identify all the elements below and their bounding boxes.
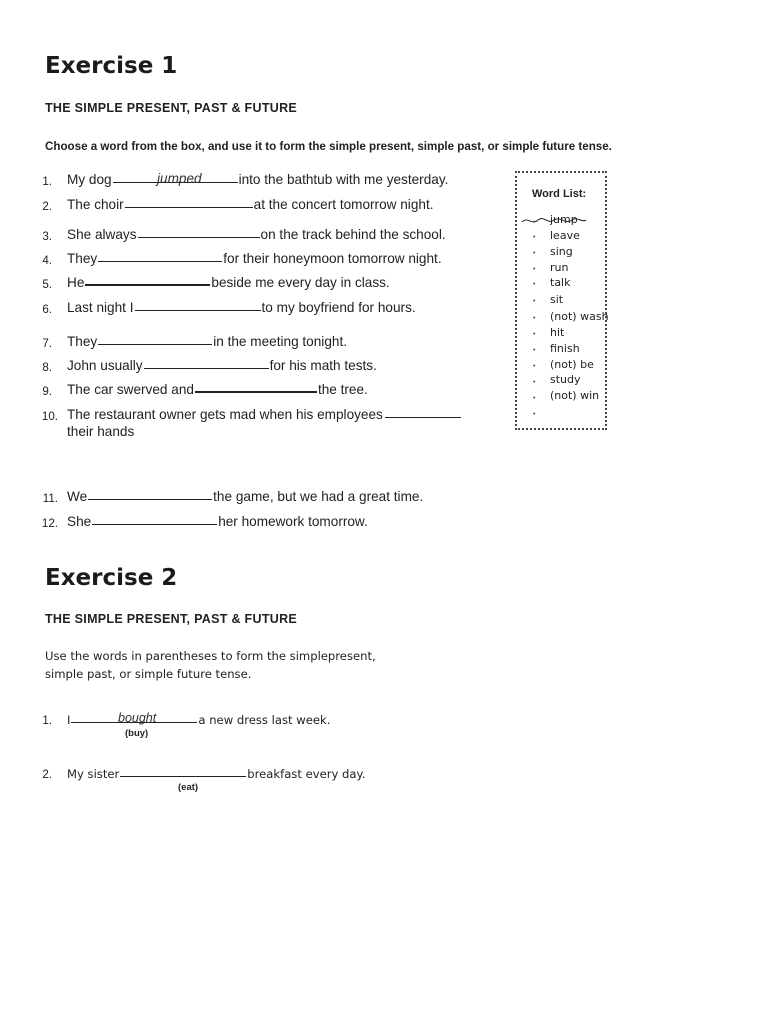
item-number: 1. (42, 714, 52, 727)
sentence-start: The choir (67, 197, 124, 212)
word-list-item: talk (550, 276, 571, 289)
word-list-item: finish (550, 342, 580, 355)
word-list-item: jump (550, 213, 578, 226)
word-list-item: hit (550, 326, 565, 339)
exercise-2-title: Exercise 2 (45, 565, 178, 591)
word-list-item: sing (550, 245, 573, 258)
bullet-icon: • (533, 379, 536, 386)
answer-blank[interactable] (125, 206, 253, 208)
answer-text: jumped (157, 171, 202, 186)
sentence-start: They (67, 334, 98, 349)
sentence-continuation: their hands (67, 424, 135, 439)
item-number: 2. (42, 768, 52, 781)
item-number: 12. (41, 517, 58, 530)
sentence-start: She (67, 514, 92, 529)
bullet-icon: • (533, 363, 536, 370)
sentence-end: the game, but we had a great time. (213, 489, 424, 504)
item-number: 11. (42, 492, 58, 505)
answer-blank[interactable] (138, 236, 260, 238)
sentence-start: The car swerved and (67, 382, 194, 397)
bullet-icon: • (533, 411, 536, 418)
answer-blank[interactable] (195, 390, 317, 393)
sentence-end: for their honeymoon tomorrow night. (223, 251, 442, 266)
bullet-icon: • (533, 234, 536, 241)
sentence-end: a new dress last week. (198, 713, 331, 727)
bullet-icon: • (533, 281, 536, 288)
sentence-start: My sister (67, 767, 120, 781)
item-number: 5. (42, 278, 52, 291)
answer-blank[interactable] (88, 498, 212, 500)
word-list-item: leave (550, 229, 580, 242)
bullet-icon: • (533, 219, 536, 226)
sentence-start: I (67, 713, 71, 727)
bullet-icon: • (533, 298, 536, 305)
item-number: 10. (41, 410, 58, 423)
bullet-icon: • (533, 331, 536, 338)
sentence-start: Last night I (67, 300, 134, 315)
answer-blank[interactable] (92, 523, 217, 525)
exercise-1-instructions: Choose a word from the box, and use it to form the simple present, simple past, or simple future tense. (45, 140, 612, 153)
word-list-item: sit (550, 293, 564, 306)
sentence-end: to my boyfriend for hours. (261, 300, 416, 315)
answer-blank[interactable] (144, 367, 269, 369)
exercise-2-subtitle: THE SIMPLE PRESENT, PAST & FUTURE (45, 612, 298, 626)
exercise-2-instructions-line-2: simple past, or simple future tense. (45, 667, 252, 681)
bullet-icon: • (533, 315, 536, 322)
sentence-end: beside me every day in class. (211, 275, 390, 290)
bullet-icon: • (533, 395, 536, 402)
verb-hint: (buy) (125, 728, 149, 739)
sentence-start: My dog (67, 172, 112, 187)
answer-text: bought (118, 711, 157, 725)
answer-blank[interactable] (98, 343, 212, 345)
item-number: 8. (42, 361, 52, 374)
exercise-1-subtitle: THE SIMPLE PRESENT, PAST & FUTURE (45, 101, 298, 115)
sentence-start: John usually (67, 358, 143, 373)
item-number: 2. (42, 200, 52, 213)
verb-hint: (eat) (178, 782, 199, 793)
sentence-end: on the track behind the school. (260, 227, 446, 242)
item-number: 4. (42, 254, 52, 267)
sentence-start: The restaurant owner gets mad when his employees (67, 407, 383, 422)
sentence-start: She always (67, 227, 137, 242)
word-list-item: (not) win (550, 389, 600, 402)
sentence-end: into the bathtub with me yesterday. (238, 172, 449, 187)
sentence-end: in the meeting tonight. (213, 334, 347, 349)
word-list-item: (not) be (550, 358, 594, 371)
item-number: 3. (42, 230, 52, 243)
answer-blank[interactable] (98, 260, 222, 262)
sentence-end: for his math tests. (269, 358, 377, 373)
sentence-start: They (67, 251, 98, 266)
sentence-end: the tree. (317, 382, 368, 397)
answer-blank[interactable] (120, 775, 246, 777)
answer-blank[interactable] (85, 283, 210, 286)
word-list-item: run (550, 261, 569, 274)
item-number: 9. (42, 385, 52, 398)
sentence-end: breakfast every day. (247, 767, 366, 781)
sentence-start: He (67, 275, 85, 290)
sentence-start: We (67, 489, 88, 504)
word-list-item: (not) wash (550, 310, 609, 323)
answer-blank[interactable] (135, 309, 261, 311)
item-number: 1. (42, 175, 52, 188)
answer-blank[interactable] (385, 416, 461, 418)
sentence-end: her homework tomorrow. (218, 514, 368, 529)
item-number: 7. (42, 337, 52, 350)
item-number: 6. (42, 303, 52, 316)
bullet-icon: • (533, 347, 536, 354)
exercise-1-title: Exercise 1 (45, 53, 178, 79)
word-list-item: study (550, 373, 581, 386)
sentence-end: at the concert tomorrow night. (253, 197, 434, 212)
bullet-icon: • (533, 250, 536, 257)
exercise-2-instructions-line-1: Use the words in parentheses to form the simplepresent, (45, 649, 376, 663)
word-list-title: Word List: (532, 188, 587, 200)
bullet-icon: • (533, 266, 536, 273)
